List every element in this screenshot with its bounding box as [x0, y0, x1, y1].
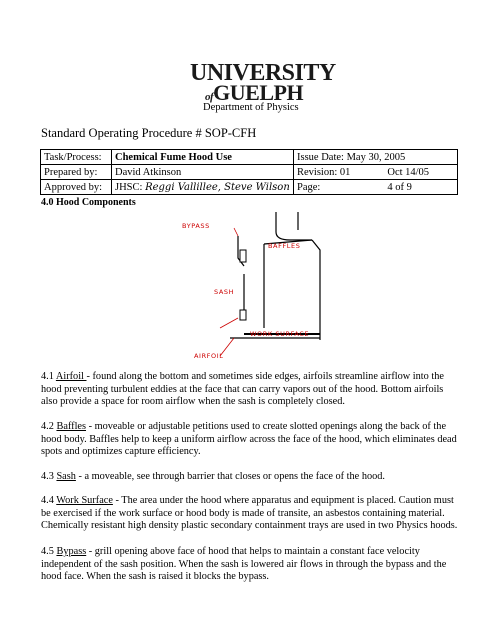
sash-term: Sash [56, 471, 76, 482]
airfoil-term: Airfoil [55, 371, 87, 382]
bypass-term: Bypass [56, 546, 87, 557]
work-surface-label: WORK SURFACE [250, 330, 310, 338]
para-text: - a moveable, see through barrier that closes or opens the face of the hood. [75, 471, 385, 482]
para-number: 4.4 [41, 495, 57, 506]
paragraph-work-surface [41, 495, 461, 533]
approved-prefix: JHSC: [115, 181, 146, 193]
table-row [41, 180, 458, 195]
para-number: 4.3 [41, 471, 57, 482]
para-text: - found along the bottom and sometimes side edges, airfoils streamline airflow into the hood preventing turbulent eddies at the face that can carry vapors out of the hood. Bottom airfoils also provide a space for room airflow when the sash is completely closed. [41, 371, 444, 407]
task-label: Task/Process: [41, 150, 112, 165]
issue-date: Issue Date: May 30, 2005 [294, 150, 458, 165]
work-surface-term: Work Surface [56, 495, 113, 506]
prepared-label: Prepared by: [41, 165, 112, 180]
approved-value [112, 180, 294, 195]
hood-back-wall [312, 240, 320, 340]
para-text: - grill opening above face of hood that helps to maintain a constant face velocity independent of the sash position. When the sash is lowered air flows in through the bypass and the hood face. When the sash is raised it blocks the bypass. [41, 546, 447, 582]
sop-title: Standard Operating Procedure # SOP-CFH [41, 126, 257, 140]
logo-guelph: GUELPH [213, 80, 304, 105]
para-number: 4.1 [41, 371, 56, 382]
prepared-value: David Atkinson [112, 165, 294, 180]
paragraph-airfoil [41, 371, 461, 409]
para-text: - The area under the hood where apparatus and equipment is placed. Caution must be exercised if the work surface or hood body is made of transite, an asbestos containing material. Chemically resistant high density plastic secondary containment trays are used in two Physics hoods. [41, 495, 458, 531]
logo-of: of [205, 91, 214, 103]
paragraph-bypass [41, 546, 461, 584]
airfoil-label: AIRFOIL [194, 352, 224, 360]
para-number: 4.5 [41, 546, 57, 557]
bypass-label: BYPASS [182, 222, 210, 230]
paragraph-baffles [41, 421, 461, 459]
paragraph-sash [41, 471, 461, 484]
page-value: 4 of 9 [384, 180, 457, 195]
university-logo-top: UNIVERSITY [190, 60, 336, 86]
sash-leader [220, 318, 238, 328]
para-text: - moveable or adjustable petitions used to create slotted openings along the back of the hood body. Baffles help to keep a uniform airflow across the face of the hood, which eliminates dead spots and optimizes capture efficiency. [41, 421, 457, 457]
department-name: Department of Physics [203, 102, 299, 113]
para-number: 4.2 [41, 421, 57, 432]
revision-date: Oct 14/05 [384, 165, 457, 180]
revision: Revision: 01 [294, 165, 385, 180]
table-row [41, 165, 458, 180]
info-table [40, 149, 458, 195]
task-value: Chemical Fume Hood Use [112, 150, 294, 165]
sash-label: SASH [214, 288, 235, 296]
fume-hood-diagram [180, 210, 340, 360]
sash-handle [240, 310, 246, 320]
duct-left-line [276, 212, 312, 240]
table-row [41, 150, 458, 165]
bypass-opening [240, 250, 246, 262]
baffles-label: BAFFLES [268, 242, 301, 250]
bypass-leader [234, 228, 238, 236]
baffles-term: Baffles [56, 421, 87, 432]
approved-label: Approved by: [41, 180, 112, 195]
page-label: Page: [294, 180, 385, 195]
section-title: 4.0 Hood Components [41, 197, 136, 208]
approved-names: Reggi Vallillee, Steve Wilson [145, 181, 290, 193]
